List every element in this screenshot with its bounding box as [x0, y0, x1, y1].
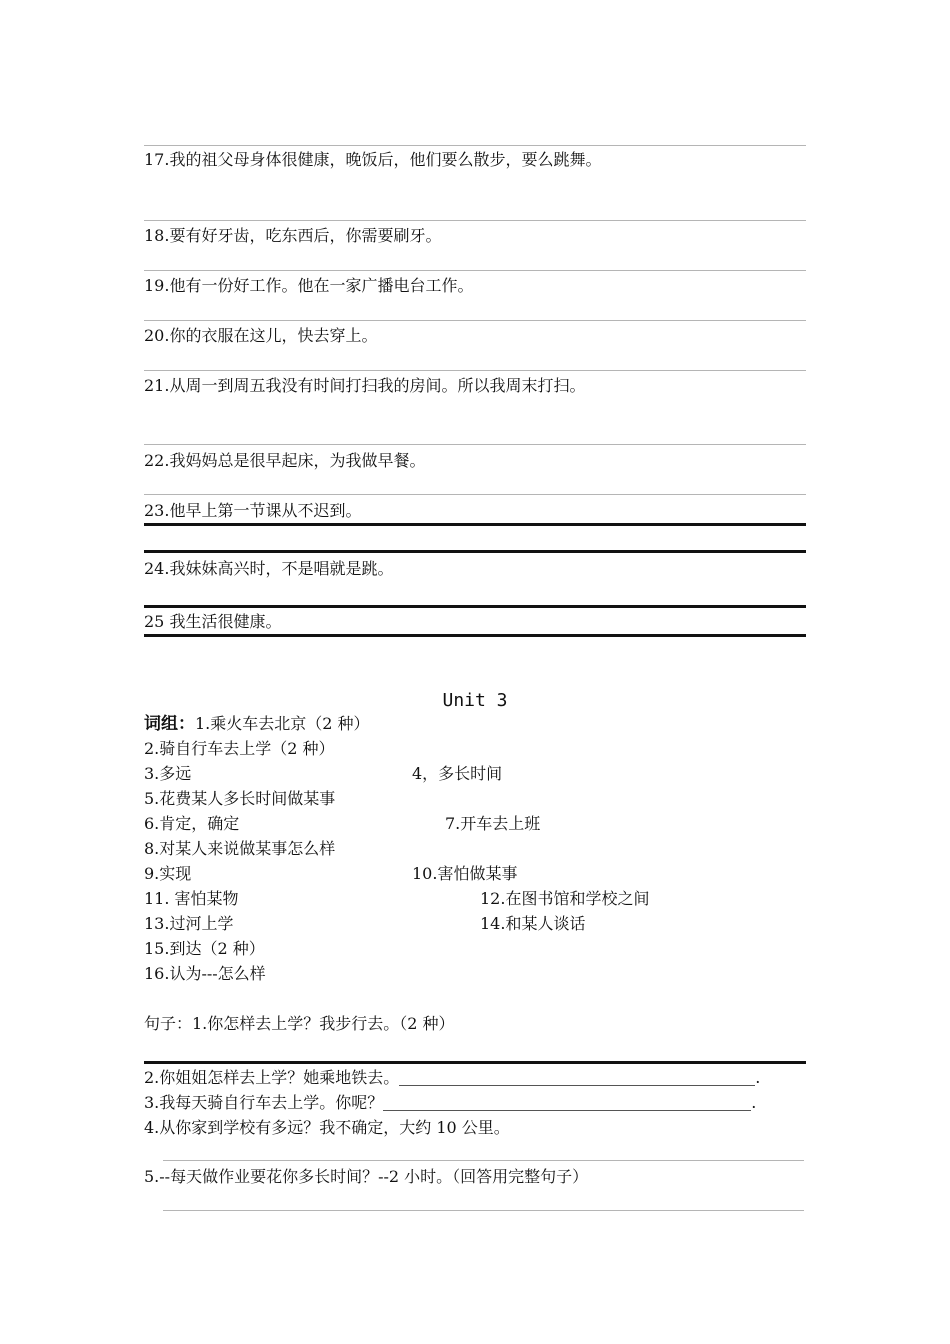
phrase-16: 16.认为---怎么样	[144, 964, 266, 983]
sentence-b2: 2.你姐姐怎样去上学？她乘地铁去。	[144, 1068, 400, 1087]
phrase-2: 2.骑自行车去上学（2 种）	[144, 739, 335, 758]
answer-line	[163, 1160, 804, 1161]
answer-line	[144, 145, 806, 146]
sentence-b2-row	[144, 1070, 760, 1086]
answer-line	[144, 1061, 806, 1064]
answer-line	[144, 494, 806, 495]
sentence-18: 18.要有好牙齿，吃东西后，你需要刷牙。	[144, 226, 442, 245]
phrase-3: 3.多远	[144, 764, 192, 783]
sentence-20: 20.你的衣服在这儿，快去穿上。	[144, 326, 378, 345]
answer-line	[144, 444, 806, 445]
phrase-6: 6.肯定，确定	[144, 814, 240, 833]
phrase-14: 14.和某人谈话	[480, 914, 586, 933]
answer-line	[144, 320, 806, 321]
phrase-8: 8.对某人来说做某事怎么样	[144, 839, 336, 858]
phrases-label: 词组：	[144, 714, 195, 734]
answer-line	[144, 634, 806, 637]
answer-blank[interactable]	[399, 1071, 755, 1086]
phrase-7: 7.开车去上班	[445, 814, 541, 833]
phrase-row-1	[144, 716, 370, 733]
sentence-17: 17.我的祖父母身体很健康，晚饭后，他们要么散步，要么跳舞。	[144, 150, 602, 169]
sentence-b3-row	[144, 1095, 756, 1111]
sentence-b4: 4.从你家到学校有多远？我不确定，大约 10 公里。	[144, 1118, 510, 1137]
sentence-23: 23.他早上第一节课从不迟到。	[144, 501, 362, 520]
answer-line	[144, 220, 806, 221]
sentence-24: 24.我妹妹高兴时，不是唱就是跳。	[144, 559, 394, 578]
sentence-19: 19.他有一份好工作。他在一家广播电台工作。	[144, 276, 474, 295]
sentence-b5: 5.--每天做作业要花你多长时间？--2 小时。（回答用完整句子）	[144, 1167, 589, 1186]
sentence-b1: 句子：1.你怎样去上学？我步行去。（2 种）	[144, 1014, 455, 1033]
answer-line	[163, 1210, 804, 1211]
phrase-9: 9.实现	[144, 864, 192, 883]
phrase-15: 15.到达（2 种）	[144, 939, 265, 958]
phrase-1: 1.乘火车去北京（2 种）	[195, 714, 370, 733]
unit-title: Unit 3	[442, 690, 508, 711]
phrase-12: 12.在图书馆和学校之间	[480, 889, 650, 908]
sentence-b3: 3.我每天骑自行车去上学。你呢？	[144, 1093, 384, 1112]
phrase-10: 10.害怕做某事	[412, 864, 518, 883]
answer-line	[144, 370, 806, 371]
answer-line	[144, 523, 806, 526]
answer-blank[interactable]	[383, 1096, 751, 1111]
phrase-4: 4，多长时间	[412, 764, 503, 783]
period: .	[755, 1068, 761, 1087]
phrase-13: 13.过河上学	[144, 914, 234, 933]
answer-line	[144, 605, 806, 608]
sentence-25: 25 我生活很健康。	[144, 612, 282, 631]
sentence-21: 21.从周一到周五我没有时间打扫我的房间。所以我周末打扫。	[144, 376, 586, 395]
period: .	[751, 1093, 757, 1112]
sentence-22: 22.我妈妈总是很早起床，为我做早餐。	[144, 451, 426, 470]
answer-line	[144, 550, 806, 553]
answer-line	[144, 270, 806, 271]
phrase-5: 5.花费某人多长时间做某事	[144, 789, 336, 808]
phrase-11: 11. 害怕某物	[144, 889, 239, 908]
